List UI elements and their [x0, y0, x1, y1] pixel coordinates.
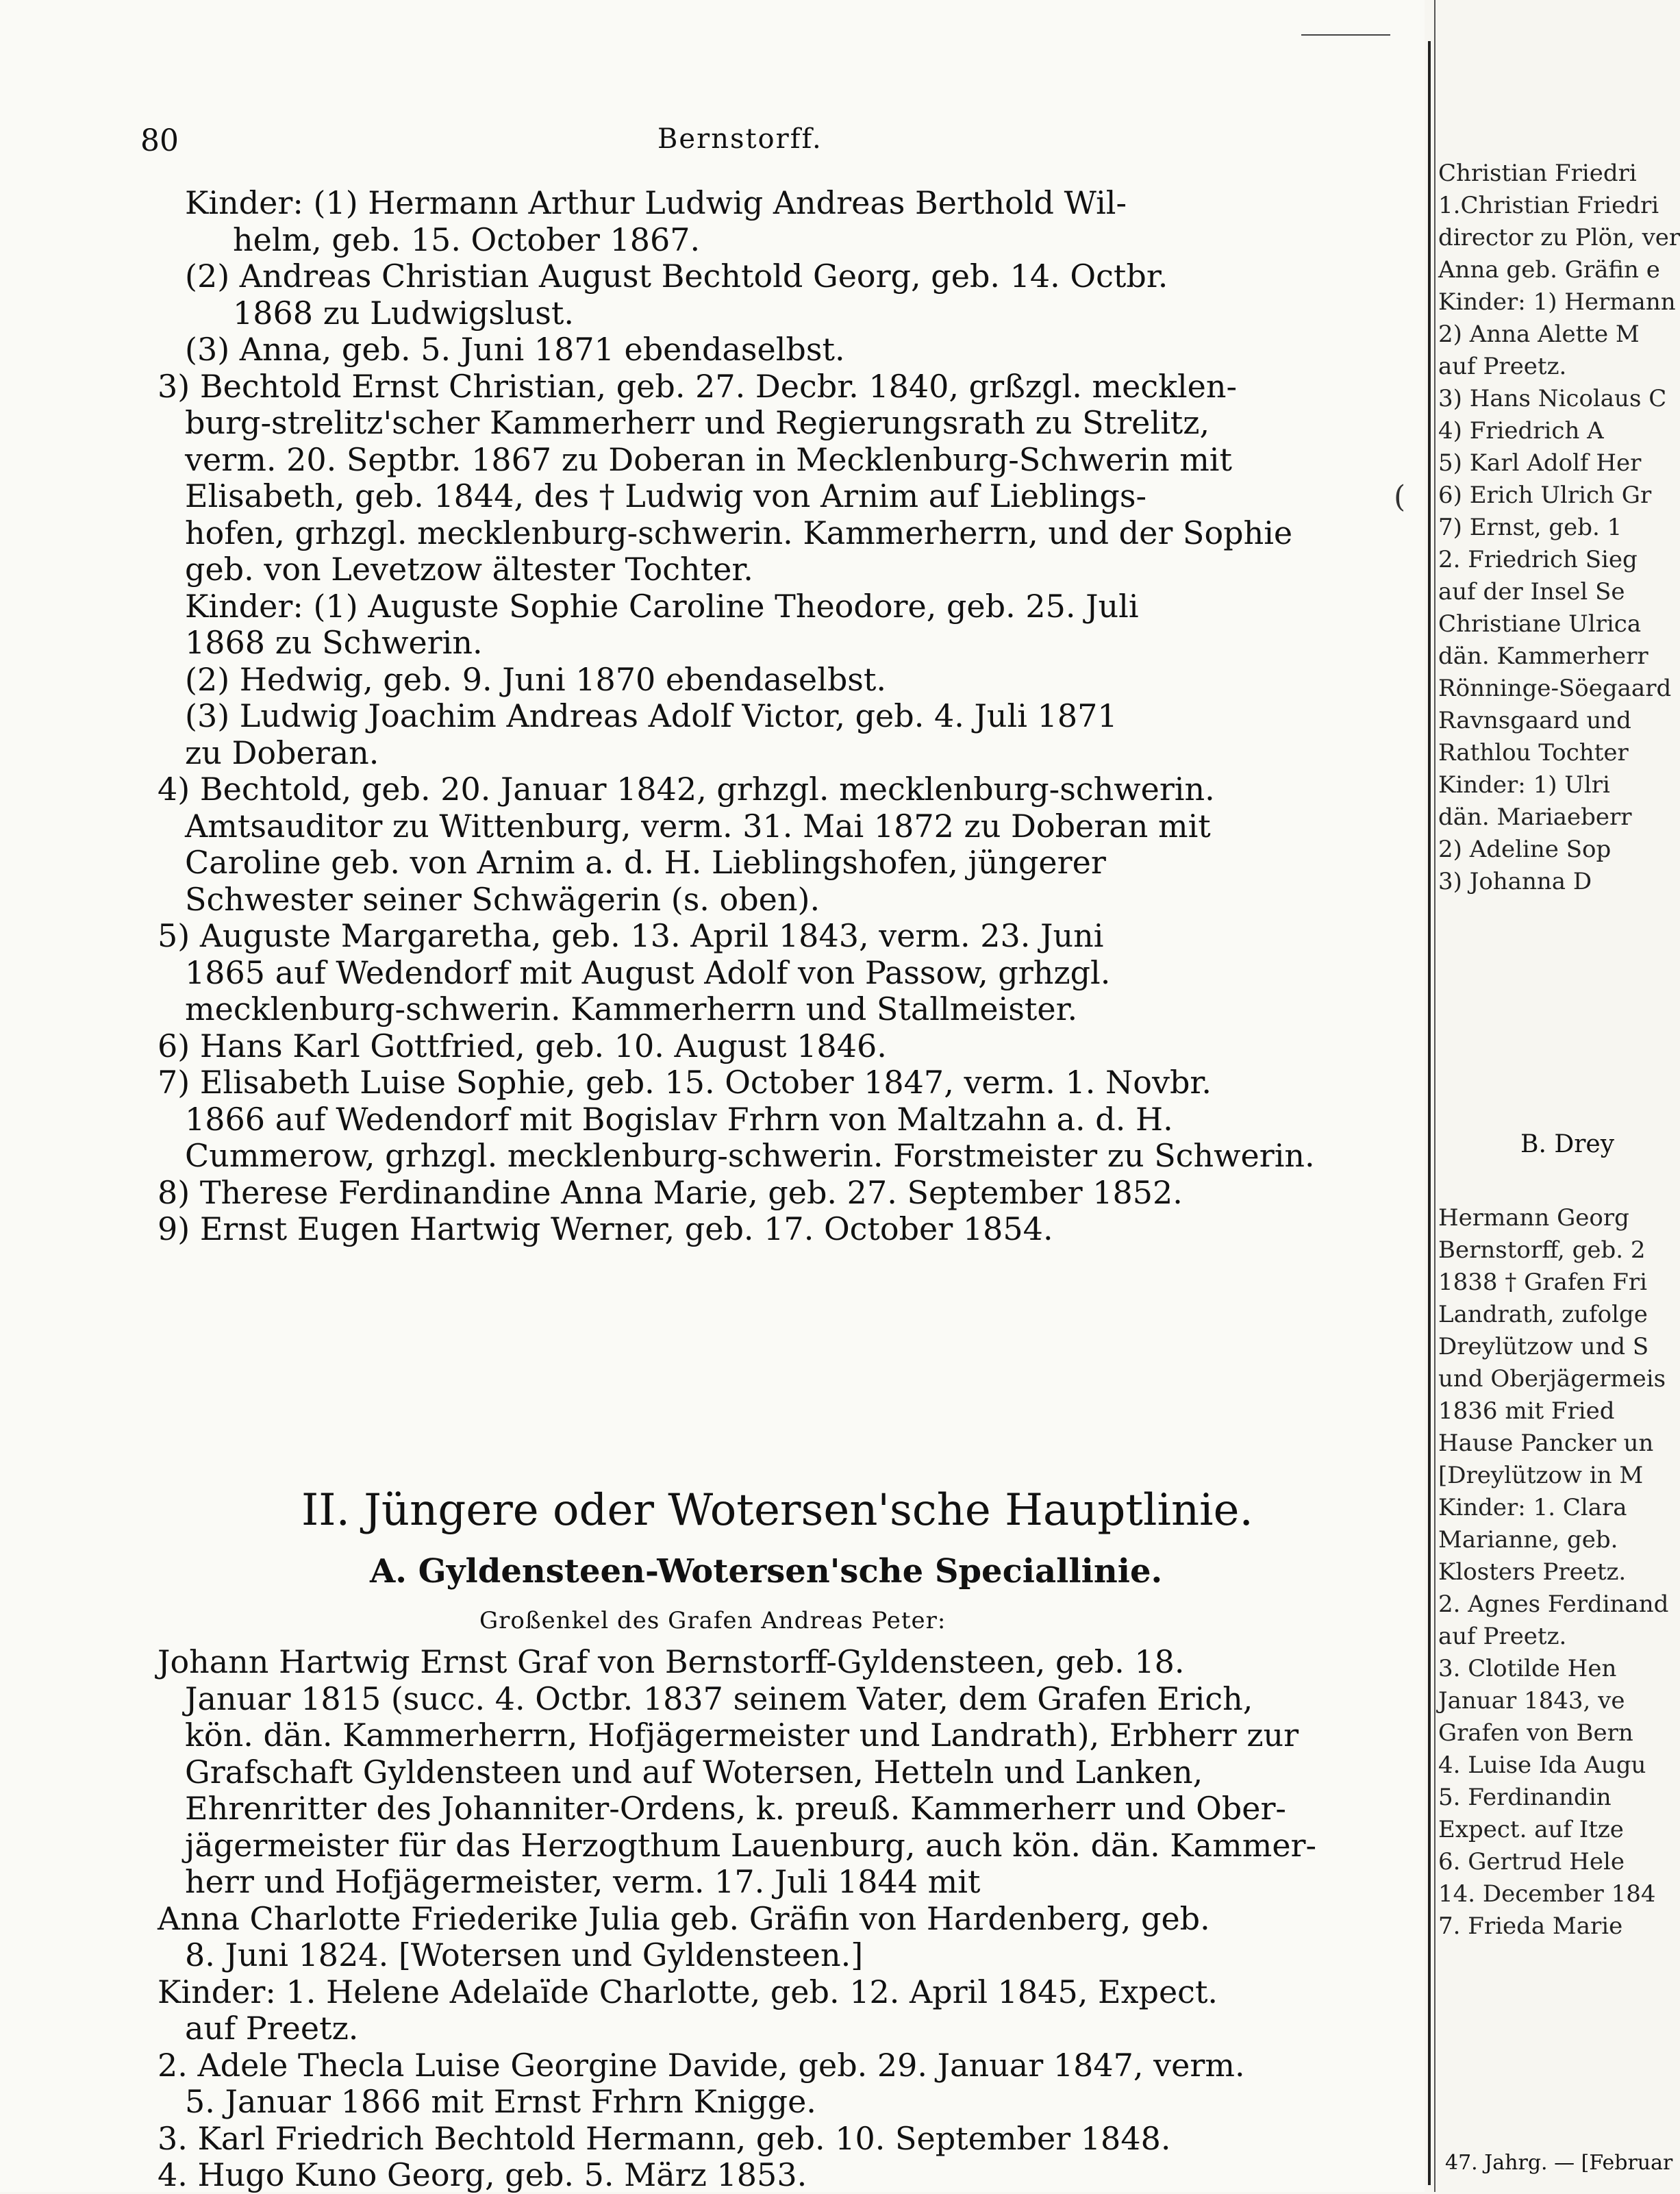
side-line: Rathlou Tochter: [1438, 739, 1629, 766]
side-line: auf Preetz.: [1438, 1623, 1567, 1650]
side-line: 2. Friedrich Sieg: [1438, 546, 1638, 573]
entry-line: 7) Elisabeth Luise Sophie, geb. 15. October 1847, verm. 1. Novbr.: [158, 1064, 1212, 1101]
entry-line: zu Doberan.: [185, 734, 379, 771]
main-entry-line: Januar 1815 (succ. 4. Octbr. 1837 seinem Vater, dem Grafen Erich,: [185, 1680, 1253, 1717]
child-line: (3) Anna, geb. 5. Juni 1871 ebendaselbst.: [185, 331, 845, 368]
side-line: 4. Luise Ida Augu: [1438, 1752, 1646, 1779]
entry-line: 8) Therese Ferdinandine Anna Marie, geb. 27. September 1852.: [158, 1173, 1183, 1211]
side-line: Hause Pancker un: [1438, 1430, 1654, 1457]
side-line: Bernstorff, geb. 2: [1438, 1236, 1646, 1264]
main-entry-line: auf Preetz.: [185, 2010, 359, 2047]
side-line: 7. Frieda Marie: [1438, 1912, 1623, 1940]
main-entry-line: 4. Hugo Kuno Georg, geb. 5. März 1853.: [158, 2156, 807, 2193]
main-entry: [158, 1644, 1349, 2194]
side-line: 3. Clotilde Hen: [1438, 1655, 1617, 1682]
main-entry-line: 3. Karl Friedrich Bechtold Hermann, geb. 10. September 1848.: [158, 2119, 1171, 2157]
child-line: (2) Andreas Christian August Bechtold Georg, geb. 14. Octbr.: [185, 258, 1168, 295]
entry-line: 3) Bechtold Ernst Christian, geb. 27. Decbr. 1840, grßzgl. mecklen-: [158, 367, 1238, 405]
side-line: Hermann Georg: [1438, 1204, 1629, 1232]
side-line: director zu Plön, ver: [1438, 224, 1680, 251]
side-line: Januar 1843, ve: [1438, 1687, 1625, 1715]
main-entry-line: kön. dän. Kammerherrn, Hofjägermeister und Landrath), Erbherr zur: [185, 1717, 1299, 1754]
page-edge-line: [1434, 0, 1435, 2192]
entry-line: (3) Ludwig Joachim Andreas Adolf Victor, geb. 4. Juli 1871: [185, 697, 1118, 734]
entry-line: (2) Hedwig, geb. 9. Juni 1870 ebendaselbst.: [185, 660, 887, 698]
side-line: 2) Anna Alette M: [1438, 321, 1640, 348]
main-entry-line: Anna Charlotte Friederike Julia geb. Gräfin von Hardenberg, geb.: [158, 1899, 1210, 1937]
adjacent-page-footer: 47. Jahrg. — [Februar: [1445, 2151, 1673, 2175]
side-line: 3) Hans Nicolaus C: [1438, 385, 1667, 412]
entry-line: 1865 auf Wedendorf mit August Adolf von Passow, grhzgl.: [185, 953, 1111, 991]
side-line: Dreylützow und S: [1438, 1333, 1649, 1360]
entry-line: 4) Bechtold, geb. 20. Januar 1842, grhzgl. mecklenburg-schwerin.: [158, 771, 1215, 808]
side-line: Christian Friedri: [1438, 160, 1637, 187]
child-line: Kinder: (1) Hermann Arthur Ludwig Andreas Berthold Wil-: [185, 184, 1127, 221]
side-line: 5. Ferdinandin: [1438, 1784, 1612, 1811]
side-line: dän. Kammerherr: [1438, 643, 1648, 670]
child-line: 1868 zu Ludwigslust.: [233, 294, 574, 332]
side-line: 14. December 184: [1438, 1880, 1656, 1908]
entries-list: [158, 369, 1349, 1248]
side-line: Kinder: 1) Hermann: [1438, 288, 1676, 316]
side-line: Marianne, geb.: [1438, 1526, 1618, 1554]
entry-line: Kinder: (1) Auguste Sophie Caroline Theodore, geb. 25. Juli: [185, 587, 1139, 625]
section-caption: Großenkel des Grafen Andreas Peter:: [479, 1607, 946, 1634]
side-line: Christiane Ulrica: [1438, 610, 1642, 638]
main-entry-line: 5. Januar 1866 mit Ernst Frhrn Knigge.: [185, 2083, 816, 2120]
side-line: Grafen von Bern: [1438, 1719, 1633, 1747]
entry-line: Schwester seiner Schwägerin (s. oben).: [185, 880, 820, 918]
main-entry-line: 2. Adele Thecla Luise Georgine Davide, geb. 29. Januar 1847, verm.: [158, 2046, 1245, 2084]
entry-line: 1868 zu Schwerin.: [185, 624, 483, 661]
side-line: auf Preetz.: [1438, 353, 1567, 380]
entry-line: Amtsauditor zu Wittenburg, verm. 31. Mai 1872 zu Doberan mit: [185, 807, 1211, 845]
entry-line: Elisabeth, geb. 1844, des † Ludwig von Arnim auf Lieblings-: [185, 477, 1147, 514]
side-line: auf der Insel Se: [1438, 578, 1625, 606]
entry-line: 1866 auf Wedendorf mit Bogislav Frhrn von Maltzahn a. d. H.: [185, 1100, 1173, 1138]
side-line: 7) Ernst, geb. 1: [1438, 514, 1622, 541]
side-line: dän. Mariaeberr: [1438, 803, 1632, 831]
entry-line: hofen, grhzgl. mecklenburg-schwerin. Kammerherrn, und der Sophie: [185, 514, 1293, 551]
entry-line: burg-strelitz'scher Kammerherr und Regierungsrath zu Strelitz,: [185, 404, 1210, 441]
main-entry-line: Johann Hartwig Ernst Graf von Bernstorff-Gyldensteen, geb. 18.: [158, 1643, 1185, 1680]
entry-line: 9) Ernst Eugen Hartwig Werner, geb. 17. October 1854.: [158, 1210, 1053, 1247]
main-entry-line: jägermeister für das Herzogthum Lauenburg, auch kön. dän. Kammer-: [185, 1826, 1317, 1864]
genealogy-text-block: [158, 185, 1349, 1248]
side-line: Expect. auf Itze: [1438, 1816, 1624, 1843]
entry-line: mecklenburg-schwerin. Kammerherrn und Stallmeister.: [185, 990, 1078, 1027]
side-line: 2) Adeline Sop: [1438, 836, 1612, 863]
child-line: helm, geb. 15. October 1867.: [233, 221, 701, 258]
subsection-title: A. Gyldensteen-Wotersen'sche Speciallinie.: [370, 1552, 1163, 1591]
side-line: Anna geb. Gräfin e: [1438, 256, 1660, 284]
side-line: Rönninge-Söegaard: [1438, 675, 1672, 702]
margin-mark: (: [1394, 479, 1406, 514]
side-line: 5) Karl Adolf Her: [1438, 449, 1642, 477]
side-line: und Oberjägermeis: [1438, 1365, 1666, 1393]
side-line: 1836 mit Fried: [1438, 1397, 1615, 1425]
side-line: 6. Gertrud Hele: [1438, 1848, 1625, 1875]
entry-line: geb. von Levetzow ältester Tochter.: [185, 551, 753, 588]
main-entry-line: Grafschaft Gyldensteen und auf Wotersen, Hetteln und Lanken,: [185, 1753, 1203, 1791]
section-title: II. Jüngere oder Wotersen'sche Hauptlinie.: [301, 1485, 1253, 1536]
adjacent-page-bottom-column: [1438, 1202, 1669, 1943]
side-line: Kinder: 1) Ulri: [1438, 771, 1610, 799]
side-line: Ravnsgaard und: [1438, 707, 1631, 734]
running-head: Bernstorff.: [657, 123, 823, 155]
main-entry-line: herr und Hofjägermeister, verm. 17. Juli 1844 mit: [185, 1863, 981, 1900]
children-list: [158, 185, 1349, 369]
entry-line: 5) Auguste Margaretha, geb. 13. April 1843, verm. 23. Juni: [158, 917, 1104, 954]
side-line: 1838 † Grafen Fri: [1438, 1269, 1647, 1296]
page-gutter-line: [1428, 41, 1431, 2185]
adjacent-page-heading: B. Drey: [1520, 1130, 1615, 1158]
side-line: 6) Erich Ulrich Gr: [1438, 482, 1652, 509]
main-entry-line: 8. Juni 1824. [Wotersen und Gyldensteen.]: [185, 1936, 864, 1973]
entry-line: Cummerow, grhzgl. mecklenburg-schwerin. Forstmeister zu Schwerin.: [185, 1137, 1315, 1174]
main-entry-line: Kinder: 1. Helene Adelaïde Charlotte, geb. 12. April 1845, Expect.: [158, 1973, 1218, 2010]
entry-line: verm. 20. Septbr. 1867 zu Doberan in Mecklenburg-Schwerin mit: [185, 440, 1233, 478]
entry-line: Caroline geb. von Arnim a. d. H. Lieblingshofen, jüngerer: [185, 844, 1106, 881]
side-line: [Dreylützow in M: [1438, 1462, 1644, 1489]
side-line: Klosters Preetz.: [1438, 1558, 1627, 1586]
page-number: 80: [140, 123, 179, 158]
side-line: Landrath, zufolge: [1438, 1301, 1648, 1328]
side-line: 1.Christian Friedri: [1438, 192, 1659, 219]
top-rule: [1301, 34, 1390, 36]
side-line: 3) Johanna D: [1438, 868, 1592, 895]
side-line: Kinder: 1. Clara: [1438, 1494, 1627, 1521]
entry-line: 6) Hans Karl Gottfried, geb. 10. August 1846.: [158, 1027, 887, 1064]
side-line: 2. Agnes Ferdinand: [1438, 1591, 1669, 1618]
adjacent-page-top-column: [1438, 158, 1680, 898]
main-entry-line: Ehrenritter des Johanniter-Ordens, k. preuß. Kammerherr und Ober-: [185, 1790, 1286, 1827]
side-line: 4) Friedrich A: [1438, 417, 1604, 445]
